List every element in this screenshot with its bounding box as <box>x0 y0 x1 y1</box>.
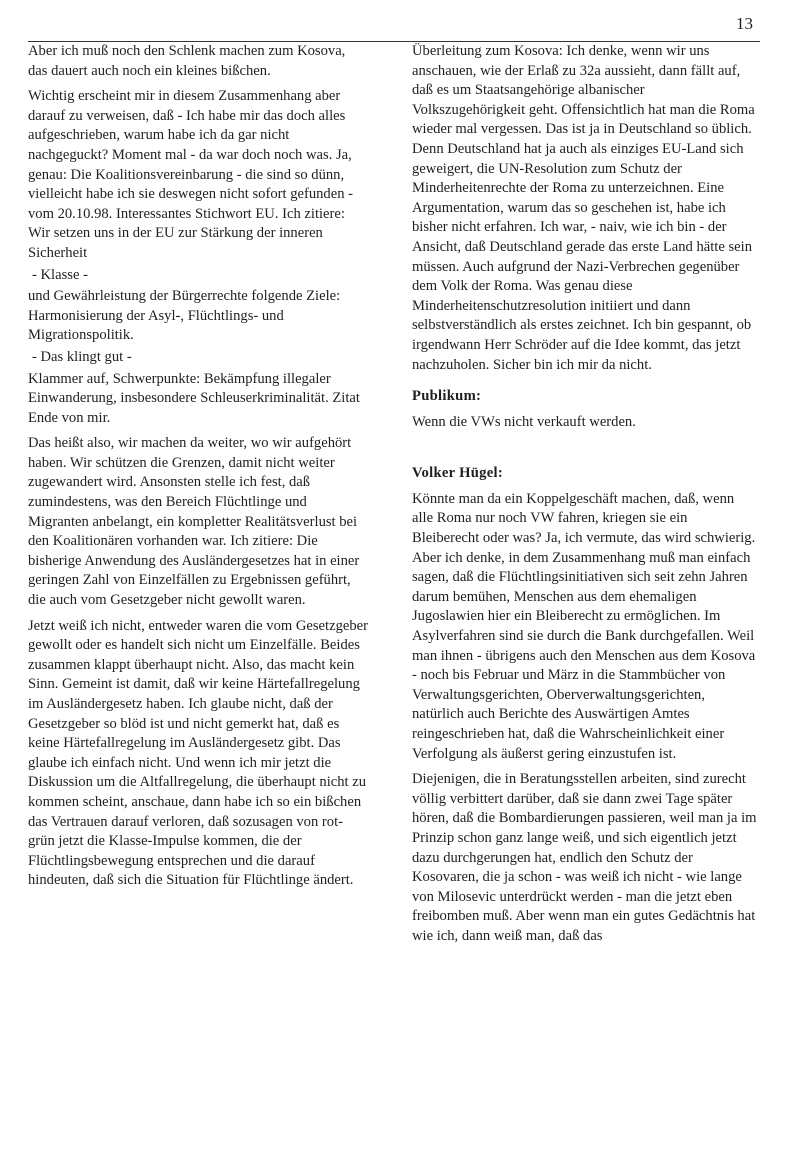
paragraph: Wichtig erscheint mir in diesem Zusammenhang aber darauf zu verweisen, daß - Ich habe mir das doch alles aufgeschrieben, warum habe ich da gar nicht nachgeguckt? Moment mal - da war doch noch was. Ja, genau: Die Koalitionsvereinbarung - die sind so dünn, vielleicht habe ich sie deswegen nicht sofort gefunden - vom 20.10.98. Interessantes Stichwort EU. Ich zitiere: Wir setzen uns in der EU zur Stärkung der inneren Sicherheit <box>28 88 354 261</box>
speaker-label: Publikum: <box>412 388 482 405</box>
interjection: - Klasse - <box>32 266 88 283</box>
paragraph: Könnte man da ein Koppelgeschäft machen, daß, wenn alle Roma nur noch VW fahren, kriegen sie ein Bleiberecht oder was? Ja, ich vermute, das wird schwierig. Aber ich denke, in dem Zusammenhang muß man einfach sagen, daß die Flüchtlingsinitiativen sich seit zehn Jahren darum bemühen, Menschen aus dem ehemaligen Jugoslawien hier ein Bleiberecht zu ermöglichen. Im Asylverfahren sind sie durch die Bank durchgefallen. Weil man ihnen - übrigens auch den Menschen aus dem Kosova - noch bis Februar und März in die Stammbücher von Verwaltungsgerichten, Oberverwaltungsgerichten, natürlich auch Berichte des Auswärtigen Amtes reingeschrieben hat, daß die Wahrscheinlichkeit einer Verfolgung als äußerst gering einzustufen ist. <box>412 490 756 762</box>
speaker-label: Volker Hügel: <box>412 465 504 482</box>
paragraph: Wenn die VWs nicht verkauft werden. <box>412 413 636 430</box>
paragraph: Das heißt also, wir machen da weiter, wo wir aufgehört haben. Wir schützen die Grenzen, damit nicht weiter zugewandert wird. Ansonsten stelle ich fest, daß zumindestens, was den Bereich Flüchtlinge und Migranten anbelangt, ein kompletter Realitätsverlust bei den Koalitionären vorhanden war. Ich zitiere: Die bisherige Anwendung des Ausländergesetzes hat in einer geringen Zahl von Einzelfällen zu Ergebnissen geführt, die auch vom Gesetzgeber nicht gewollt waren. <box>28 435 360 609</box>
paragraph: Klammer auf, Schwerpunkte: Bekämpfung illegaler Einwanderung, insbesondere Schleuserkriminalität. Zitat Ende von mir. <box>28 370 360 426</box>
left-column <box>28 42 368 897</box>
paragraph: Diejenigen, die in Beratungsstellen arbeiten, sind zurecht völlig verbittert darüber, daß sie dann zwei Tage später hören, daß die Bombardierungen passieren, weil man ja im Prinzip schon ganz lange weiß, und sich eigentlich jetzt dazu durchgerungen hat, endlich den Schutz der Kosovaren, die ja schon - was weiß ich nicht - wie lange von Milosevic unterdrückt werden - man die jetzt eben freibomben muß. Aber wenn man ein gutes Gedächtnis hat wie ich, dann weiß man, daß das <box>412 771 757 944</box>
paragraph: und Gewährleistung der Bürgerrechte folgende Ziele: Harmonisierung der Asyl-, Flüchtlings- und Migrationspolitik. <box>28 288 341 344</box>
paragraph: Jetzt weiß ich nicht, entweder waren die vom Gesetzgeber gewollt oder es handelt sich nicht um Einzelfälle. Beides zusammen klappt überhaupt nicht. Also, das macht kein Sinn. Gemeint ist damit, daß wir keine Härtefallregelung im Ausländergesetz haben. Ich glaube nicht, daß der Gesetzgeber so blöd ist und nicht gemerkt hat, daß es keine Härtefallregelung im Ausländergesetz gibt. Das glaube ich einfach nicht. Und wenn ich mir jetzt die Diskussion um die Altfallregelung, die überhaupt nicht zu kommen scheint, anschaue, dann habe ich so ein bißchen das Vertrauen darauf verloren, daß sozusagen von rot-grün jetzt die Klasse-Impulse kommen, die der Flüchtlingsbewegung entsprechen und die darauf hindeuten, daß sich die Situation für Flüchtlinge ändert. <box>28 617 368 889</box>
paragraph: Überleitung zum Kosova: Ich denke, wenn wir uns anschauen, wie der Erlaß zu 32a aussieht, dann fällt auf, daß es um Staatsangehörige albanischer Volkszugehörigkeit geht. Offensichtlich hat man die Roma wieder mal vergessen. Das ist ja in Deutschland so üblich. Denn Deutschland hat ja auch als einziges EU-Land sich geweigert, die UN-Resolution zum Schutz der Minderheitenrechte der Roma zu unterzeichnen. Eine Argumentation, warum das so geschehen ist, habe ich bisher nicht erfahren. Ich war, - naiv, wie ich bin - der Ansicht, daß Deutschland gerade das erste Land hätte sein müssen. Auch aufgrund der Nazi-Verbrechen gegenüber dem Volk der Roma. Was genau diese Minderheitenschutzresolution initiiert und dann selbstverständlich als erstes zeichnet. Ich bin gespannt, ob irgendwann Herr Schröder auf die Idee kommt, das jetzt nachzuholen. Sicher bin ich mir da nicht. <box>412 43 755 373</box>
right-column <box>412 42 758 953</box>
page-number: 13 <box>736 14 753 33</box>
interjection: - Das klingt gut - <box>32 348 132 365</box>
paragraph: Aber ich muß noch den Schlenk machen zum Kosova, das dauert auch noch ein kleines bißchen. <box>28 43 346 79</box>
